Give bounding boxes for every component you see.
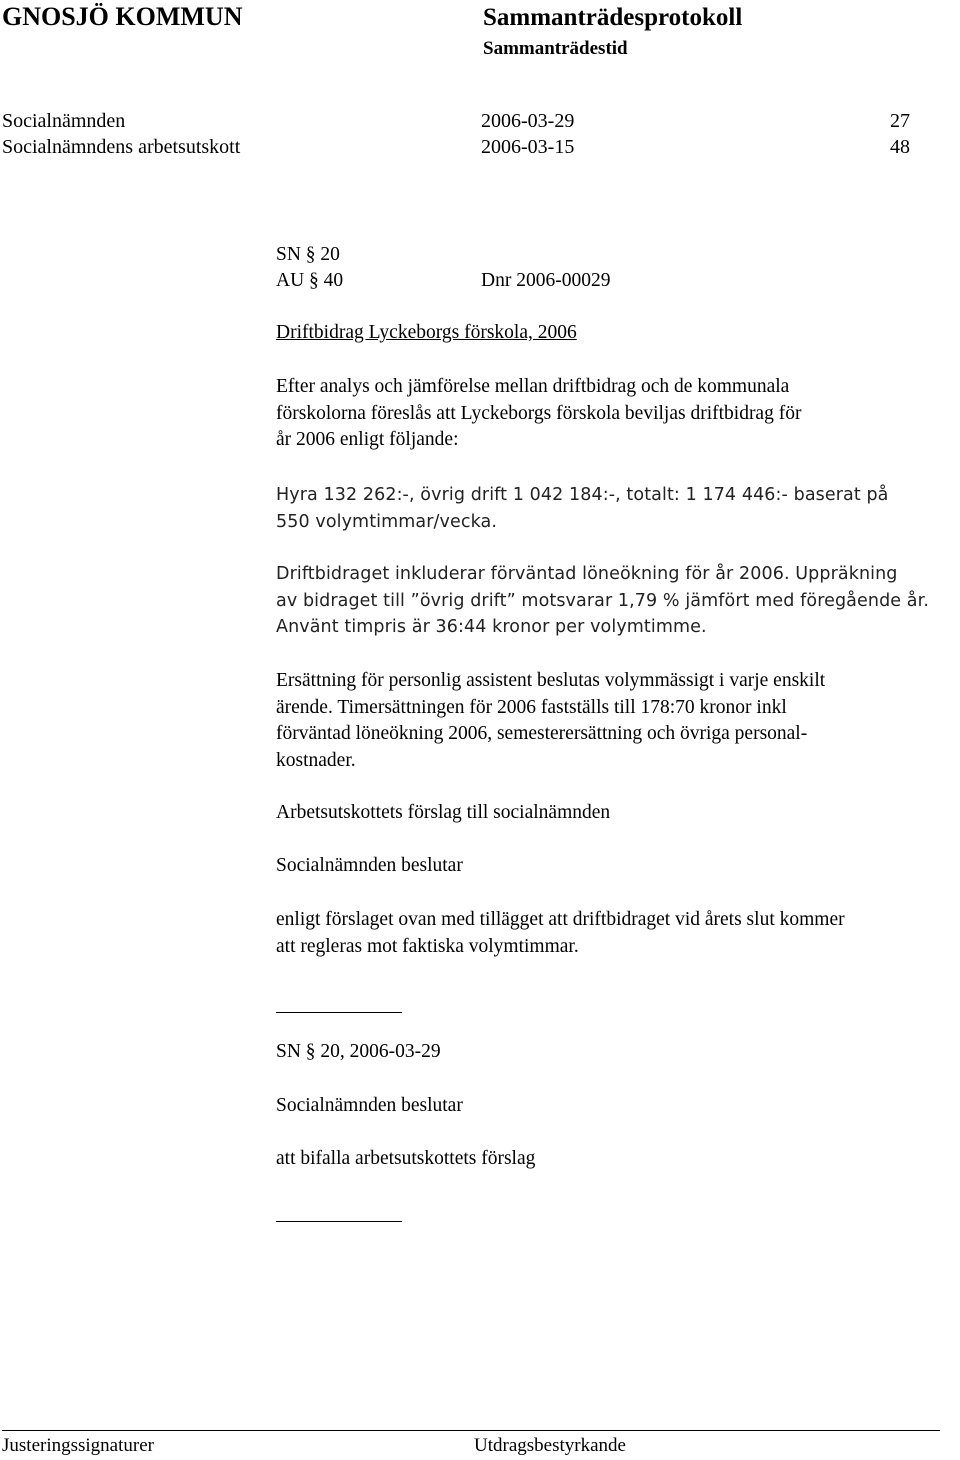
text-line: förväntad löneökning 2006, semesterersättning och övriga personal- bbox=[276, 723, 808, 744]
meeting-body: Socialnämnden bbox=[2, 110, 126, 132]
text-line: Driftbidraget inkluderar förväntad löneökning för år 2006. Uppräkning bbox=[276, 564, 898, 584]
salary-paragraph bbox=[276, 561, 956, 641]
meeting-body: Socialnämndens arbetsutskott bbox=[2, 136, 241, 158]
text-line: ärende. Timersättningen för 2006 fastställs till 178:70 kronor inkl bbox=[276, 696, 787, 718]
text-line: av bidraget till ”övrig drift” motsvarar 1,79 % jämfört med föregående år. bbox=[276, 590, 929, 611]
sn-reference: SN § 20 bbox=[276, 244, 340, 265]
meeting-date: 2006-03-29 bbox=[481, 110, 575, 132]
sn-dated-reference: SN § 20, 2006-03-29 bbox=[276, 1041, 441, 1062]
intro-paragraph bbox=[276, 374, 956, 454]
assistant-paragraph bbox=[276, 668, 956, 774]
text-line: år 2006 enligt följande: bbox=[276, 429, 459, 450]
certification-label: Utdragsbestyrkande bbox=[474, 1435, 626, 1456]
signature-label: Justeringssignaturer bbox=[2, 1435, 154, 1456]
separator-line bbox=[276, 1221, 402, 1222]
meeting-date: 2006-03-15 bbox=[481, 136, 575, 158]
text-line: 550 volymtimmar/vecka. bbox=[276, 511, 497, 532]
diary-number: Dnr 2006-00029 bbox=[481, 270, 611, 291]
document-type: Sammanträdesprotokoll bbox=[483, 4, 743, 31]
au-proposal-heading: Arbetsutskottets förslag till socialnämnden bbox=[276, 802, 611, 823]
footer-rule bbox=[2, 1430, 940, 1431]
organization-name: GNOSJÖ KOMMUN bbox=[2, 2, 243, 31]
page-number: 48 bbox=[890, 136, 910, 158]
meeting-date-label: Sammanträdestid bbox=[483, 38, 628, 59]
separator-line bbox=[276, 1012, 402, 1013]
text-line: Använt timpris är 36:44 kronor per volymtimme. bbox=[276, 617, 707, 637]
text-line: förskolorna föreslås att Lyckeborgs förskola beviljas driftbidrag för bbox=[276, 402, 802, 424]
au-reference: AU § 40 bbox=[276, 270, 344, 291]
text-line: Hyra 132 262:-, övrig drift 1 042 184:-, totalt: 1 174 446:- baserat på bbox=[276, 485, 889, 505]
text-line: enligt förslaget ovan med tillägget att driftbidraget vid årets slut kommer bbox=[276, 909, 845, 930]
amounts-paragraph bbox=[276, 482, 956, 535]
page-number: 27 bbox=[890, 110, 910, 132]
decision-heading: Socialnämnden beslutar bbox=[276, 855, 463, 876]
text-line: Ersättning för personlig assistent beslutas volymmässigt i varje enskilt bbox=[276, 670, 826, 691]
case-title: Driftbidrag Lyckeborgs förskola, 2006 bbox=[276, 322, 577, 343]
decision-heading: Socialnämnden beslutar bbox=[276, 1095, 463, 1116]
text-line: Efter analys och jämförelse mellan driftbidrag och de kommunala bbox=[276, 376, 790, 397]
text-line: att regleras mot faktiska volymtimmar. bbox=[276, 935, 579, 957]
decision-text bbox=[276, 907, 956, 960]
text-line: kostnader. bbox=[276, 749, 356, 771]
decision-text: att bifalla arbetsutskottets förslag bbox=[276, 1148, 536, 1169]
